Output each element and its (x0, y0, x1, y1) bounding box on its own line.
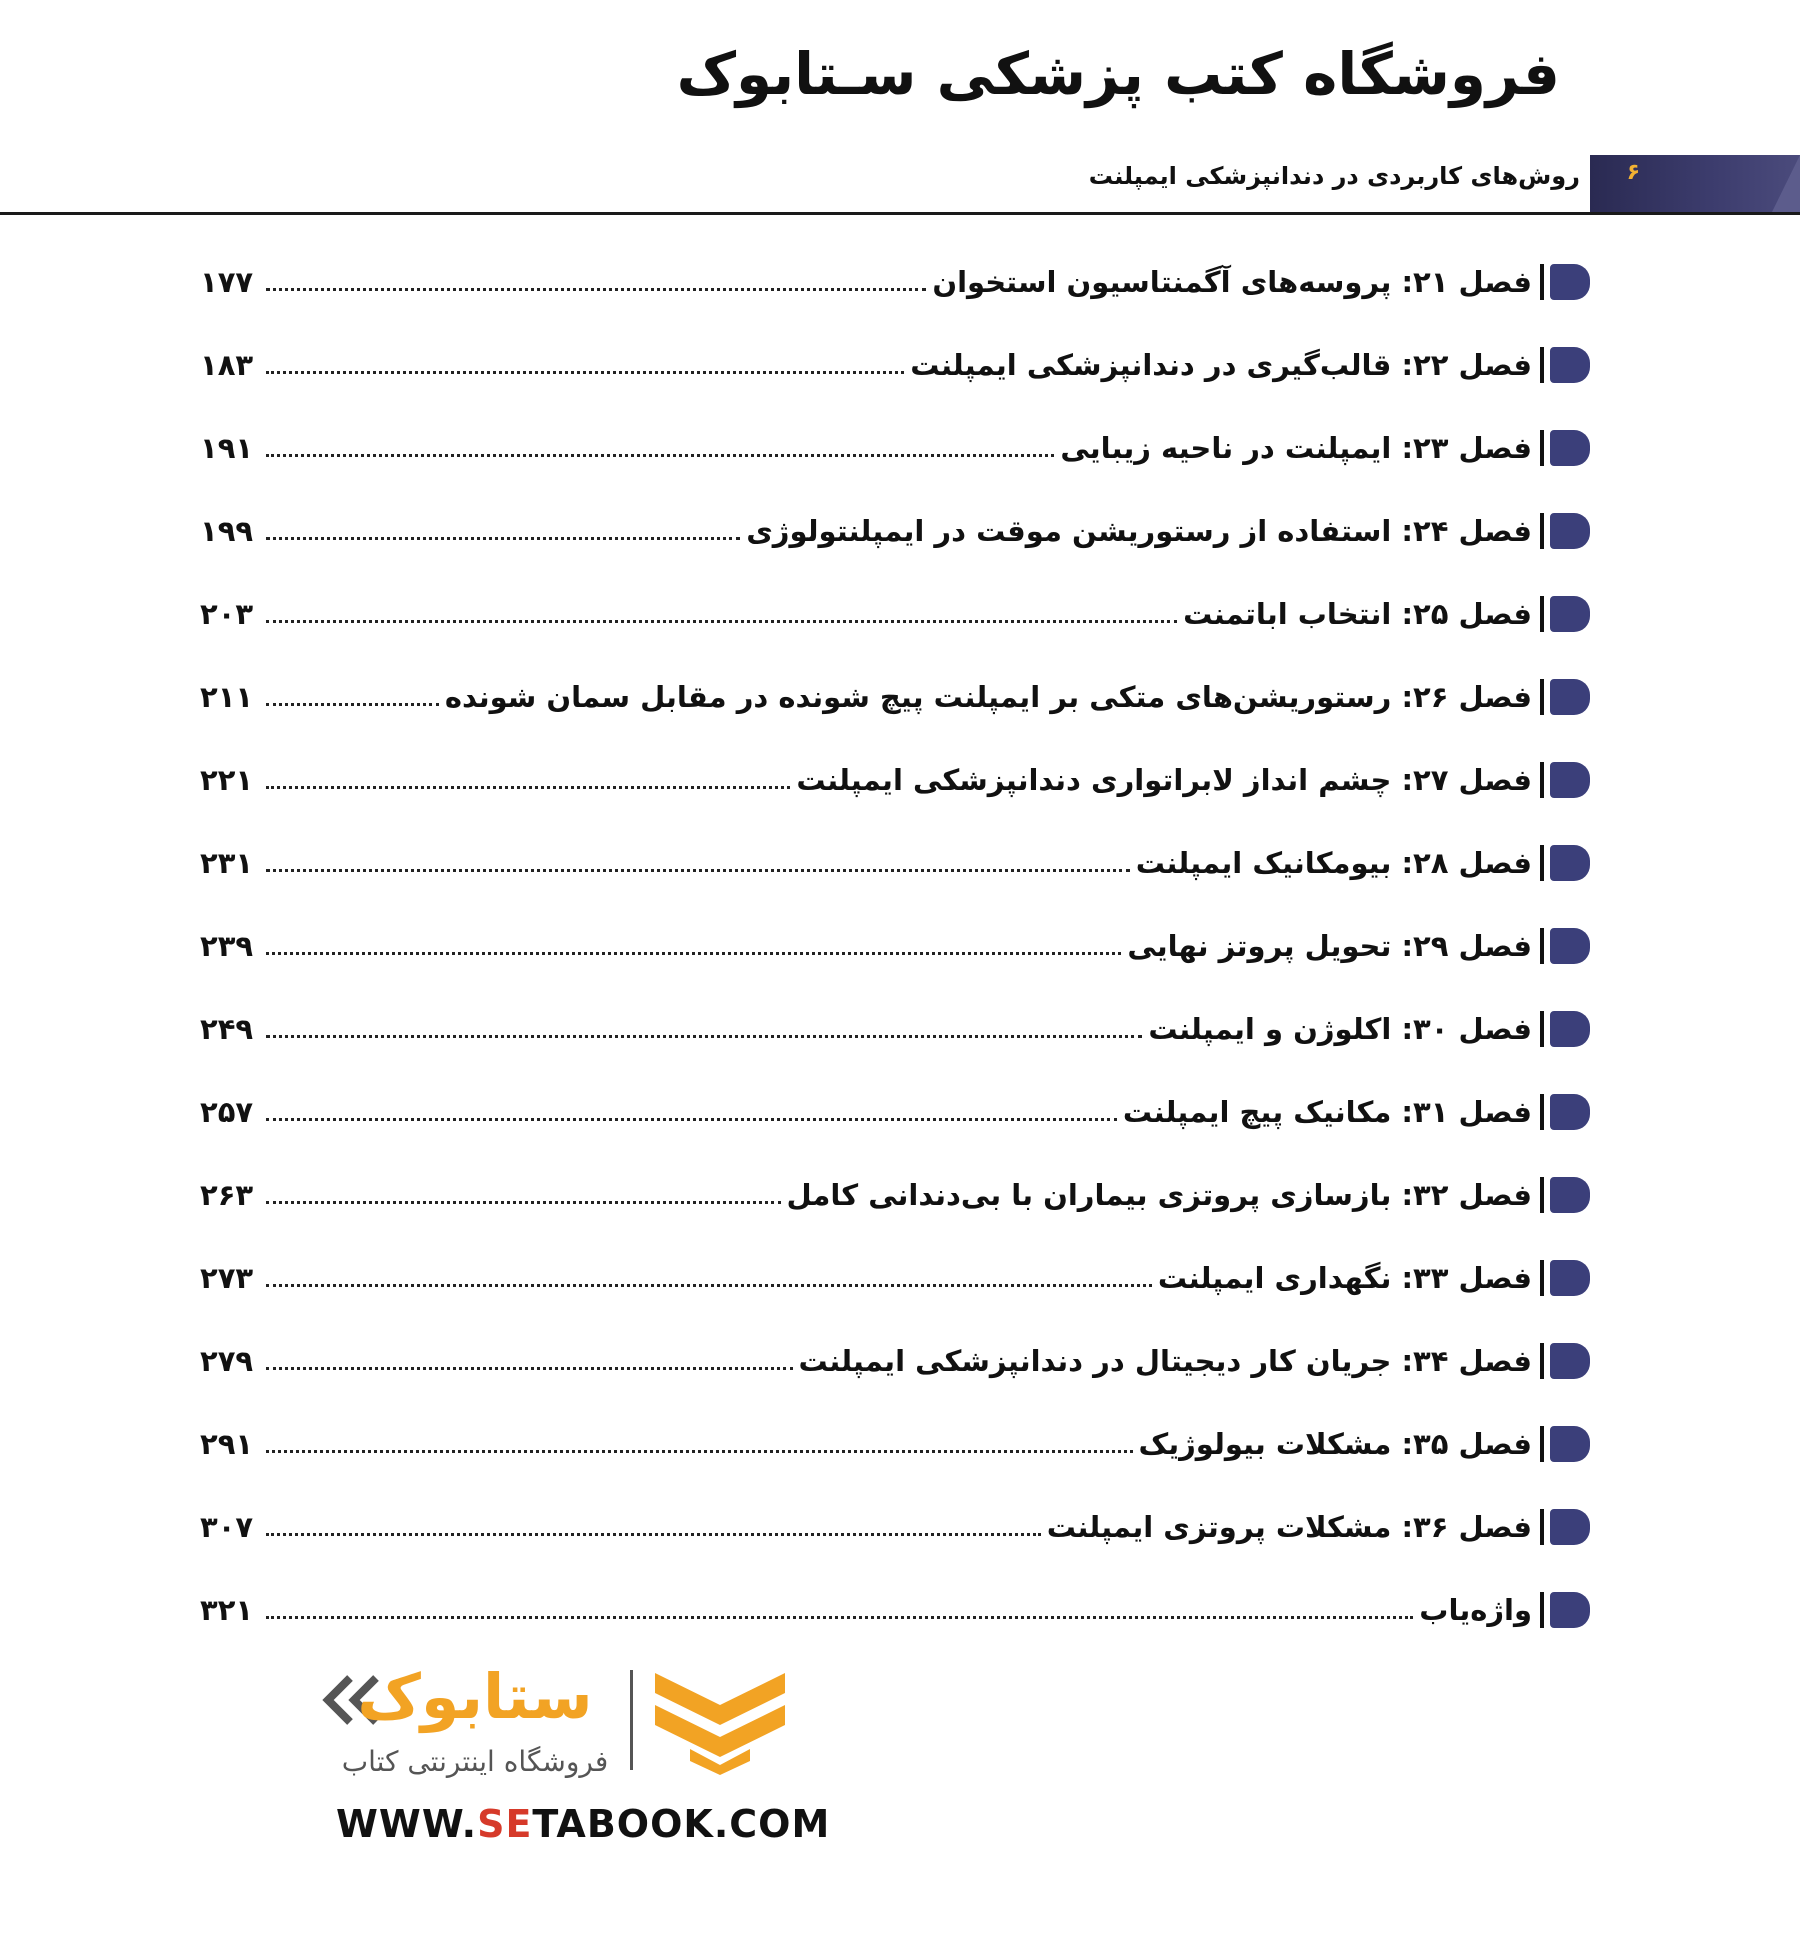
toc-entry-title: فصل ۲۸: بیومکانیک ایمپلنت (1135, 845, 1532, 880)
bookmark-icon (1550, 1426, 1590, 1462)
toc-entry-title: واژه‌یاب (1419, 1592, 1532, 1627)
dot-leader (266, 1367, 793, 1370)
marker-divider (1540, 1260, 1544, 1296)
toc-entry-page: ۲۲۱ (200, 762, 254, 797)
url-prefix: WWW. (336, 1802, 478, 1846)
logo-wordmark: ستابوک (357, 1660, 593, 1733)
dot-leader (266, 1450, 1133, 1453)
bookmark-icon (1550, 430, 1590, 466)
bookmark-icon (1550, 1177, 1590, 1213)
table-of-contents (200, 240, 1590, 1651)
toc-entry[interactable] (200, 738, 1590, 821)
dot-leader (266, 952, 1121, 955)
url-suffix: BOOK.COM (586, 1802, 831, 1846)
bookmark-icon (1550, 264, 1590, 300)
toc-entry[interactable] (200, 1568, 1590, 1651)
toc-entry[interactable] (200, 323, 1590, 406)
toc-entry-title: فصل ۲۹: تحویل پروتز نهایی (1127, 928, 1532, 963)
toc-entry-title: فصل ۳۶: مشکلات پروتزی ایمپلنت (1046, 1509, 1532, 1544)
bookmark-icon (1550, 347, 1590, 383)
toc-entry-page: ۲۴۹ (200, 1011, 254, 1046)
toc-entry-page: ۲۷۹ (200, 1343, 254, 1378)
toc-entry-page: ۳۰۷ (200, 1509, 254, 1544)
toc-entry[interactable] (200, 572, 1590, 655)
toc-entry-title: فصل ۲۱: پروسه‌های آگمنتاسیون استخوان (932, 264, 1532, 299)
toc-entry[interactable] (200, 1236, 1590, 1319)
toc-entry-page: ۲۹۱ (200, 1426, 254, 1461)
toc-entry[interactable] (200, 1485, 1590, 1568)
marker-divider (1540, 1592, 1544, 1628)
toc-entry-title: فصل ۲۶: رستوریشن‌های متکی بر ایمپلنت پیچ شونده در مقابل سمان شونده (444, 679, 1532, 714)
chevron-stack-icon (650, 1665, 790, 1775)
bookmark-icon (1550, 1509, 1590, 1545)
toc-entry-page: ۳۲۱ (200, 1592, 254, 1627)
toc-entry-page: ۱۹۹ (200, 513, 254, 548)
store-title: فروشگاه کتب پزشکی سـتابوک (676, 40, 1560, 108)
toc-entry-page: ۲۷۳ (200, 1260, 254, 1295)
marker-divider (1540, 679, 1544, 715)
marker-divider (1540, 347, 1544, 383)
toc-entry-page: ۲۰۳ (200, 596, 254, 631)
bookmark-icon (1550, 928, 1590, 964)
dot-leader (266, 1533, 1041, 1536)
toc-entry-title: فصل ۳۵: مشکلات بیولوژیک (1138, 1426, 1532, 1461)
toc-entry[interactable] (200, 489, 1590, 572)
toc-entry[interactable] (200, 240, 1590, 323)
dot-leader (266, 1118, 1117, 1121)
marker-divider (1540, 1509, 1544, 1545)
toc-entry-title: فصل ۳۳: نگهداری ایمپلنت (1157, 1260, 1532, 1295)
toc-entry-page: ۲۳۱ (200, 845, 254, 880)
marker-divider (1540, 596, 1544, 632)
bookmark-icon (1550, 1094, 1590, 1130)
toc-entry-title: فصل ۲۳: ایمپلنت در ناحیه زیبایی (1060, 430, 1532, 465)
marker-divider (1540, 845, 1544, 881)
toc-entry-page: ۲۱۱ (200, 679, 254, 714)
toc-entry-title: فصل ۳۴: جریان کار دیجیتال در دندانپزشکی ایمپلنت (798, 1343, 1532, 1378)
toc-entry-page: ۲۵۷ (200, 1094, 254, 1129)
header-rule (0, 212, 1800, 215)
toc-entry[interactable] (200, 1070, 1590, 1153)
marker-divider (1540, 1426, 1544, 1462)
dot-leader (266, 371, 904, 374)
toc-entry[interactable] (200, 821, 1590, 904)
bookmark-icon (1550, 1260, 1590, 1296)
toc-entry[interactable] (200, 406, 1590, 489)
marker-divider (1540, 1343, 1544, 1379)
bookmark-icon (1550, 596, 1590, 632)
bookmark-icon (1550, 762, 1590, 798)
dot-leader (266, 1616, 1413, 1619)
dot-leader (266, 288, 926, 291)
page-number-banner (1590, 155, 1800, 212)
toc-entry-title: فصل ۲۲: قالب‌گیری در دندانپزشکی ایمپلنت (910, 347, 1532, 382)
logo-subtitle: فروشگاه اینترنتی کتاب (341, 1745, 609, 1778)
toc-entry-title: فصل ۲۷: چشم انداز لابراتواری دندانپزشکی ایمپلنت (796, 762, 1532, 797)
toc-entry[interactable] (200, 904, 1590, 987)
dot-leader (266, 620, 1177, 623)
toc-entry-page: ۲۶۳ (200, 1177, 254, 1212)
toc-entry-title: فصل ۳۱: مکانیک پیچ ایمپلنت (1122, 1094, 1532, 1129)
toc-entry[interactable] (200, 1319, 1590, 1402)
toc-entry-title: فصل ۲۴: استفاده از رستوریشن موقت در ایمپلنتولوژی (746, 513, 1532, 548)
bookmark-icon (1550, 1011, 1590, 1047)
toc-entry[interactable] (200, 1402, 1590, 1485)
bookmark-icon (1550, 513, 1590, 549)
page-number: ۶ (1626, 160, 1640, 185)
toc-entry-page: ۲۳۹ (200, 928, 254, 963)
toc-entry-title: فصل ۳۲: بازسازی پروتزی بیماران با بی‌دندانی کامل (786, 1177, 1532, 1212)
dot-leader (266, 1201, 781, 1204)
dot-leader (266, 1284, 1152, 1287)
bookmark-icon (1550, 1592, 1590, 1628)
toc-entry-page: ۱۷۷ (200, 264, 254, 299)
dot-leader (266, 869, 1130, 872)
marker-divider (1540, 430, 1544, 466)
url-mid: TA (532, 1802, 587, 1846)
toc-entry[interactable] (200, 987, 1590, 1070)
logo-divider (630, 1670, 633, 1770)
dot-leader (266, 537, 740, 540)
marker-divider (1540, 762, 1544, 798)
toc-entry[interactable] (200, 655, 1590, 738)
bookmark-icon (1550, 1343, 1590, 1379)
bookmark-icon (1550, 845, 1590, 881)
dot-leader (266, 786, 790, 789)
toc-entry-title: فصل ۳۰: اکلوژن و ایمپلنت (1148, 1011, 1532, 1046)
dot-leader (266, 454, 1054, 457)
toc-entry[interactable] (200, 1153, 1590, 1236)
marker-divider (1540, 1177, 1544, 1213)
marker-divider (1540, 928, 1544, 964)
toc-entry-page: ۱۹۱ (200, 430, 254, 465)
marker-divider (1540, 264, 1544, 300)
url-accent: SE (477, 1802, 533, 1846)
bookmark-icon (1550, 679, 1590, 715)
dot-leader (266, 1035, 1142, 1038)
marker-divider (1540, 1011, 1544, 1047)
dot-leader (266, 703, 439, 706)
book-title: روش‌های کاربردی در دندانپزشکی ایمپلنت (1088, 162, 1580, 190)
marker-divider (1540, 513, 1544, 549)
toc-entry-title: فصل ۲۵: انتخاب اباتمنت (1183, 596, 1532, 631)
toc-entry-page: ۱۸۳ (200, 347, 254, 382)
website-url[interactable] (336, 1802, 830, 1846)
marker-divider (1540, 1094, 1544, 1130)
